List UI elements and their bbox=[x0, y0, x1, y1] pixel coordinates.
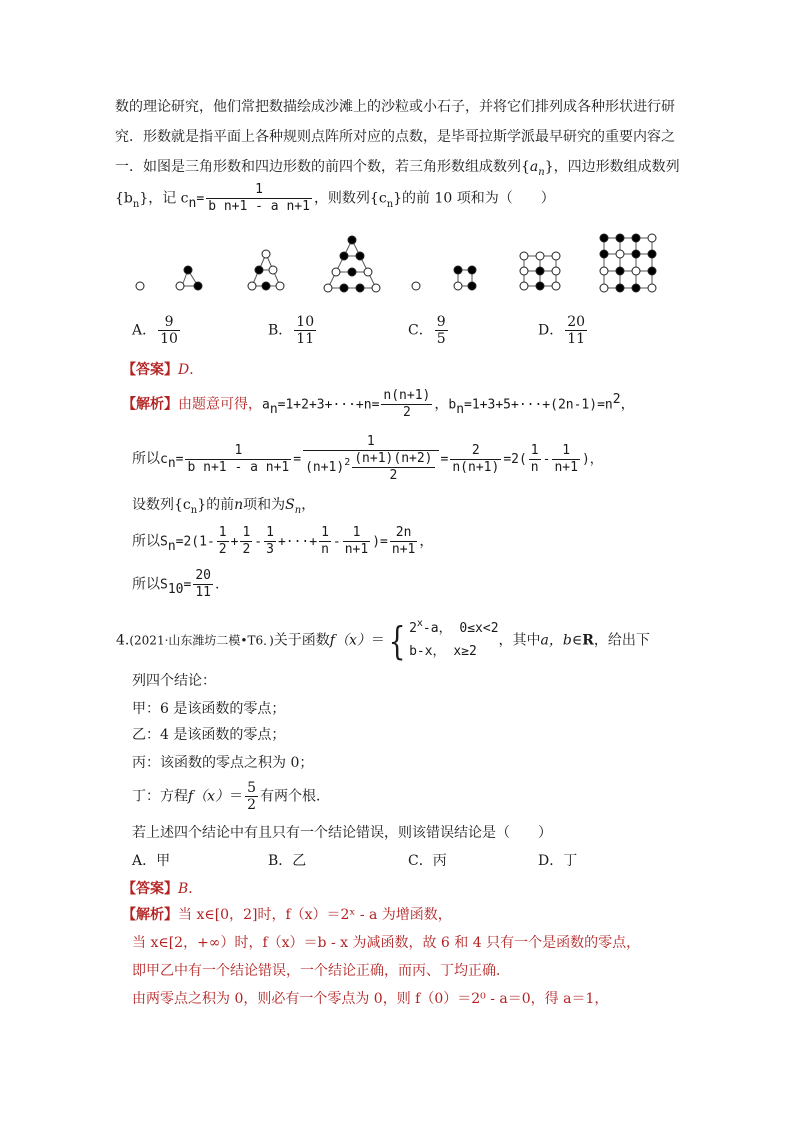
sq2-dot bbox=[468, 266, 476, 274]
tri4-dot bbox=[340, 252, 348, 260]
figurate-numbers-figure bbox=[130, 232, 670, 300]
n-var: n bbox=[234, 497, 244, 513]
q4-line-1 bbox=[116, 618, 650, 663]
an-symbol: a bbox=[262, 397, 270, 413]
equals: ＝ bbox=[370, 632, 385, 649]
q4-option-a[interactable] bbox=[132, 850, 170, 870]
sum-close: )= bbox=[372, 534, 388, 550]
h-frac bbox=[264, 525, 276, 558]
frac-num: 1 bbox=[266, 525, 274, 540]
option-den: 11 bbox=[296, 331, 315, 347]
cn-subscript: n bbox=[188, 195, 197, 211]
q4-text: ，其中 bbox=[498, 632, 541, 649]
seq-a-subscript: n bbox=[538, 167, 545, 178]
sq4-dot bbox=[632, 284, 640, 292]
text: 有两个根． bbox=[260, 788, 330, 805]
fx: f（x） bbox=[329, 632, 371, 649]
S-symbol: S bbox=[160, 534, 168, 550]
sq4-dot bbox=[648, 234, 656, 242]
frac-num: 2n bbox=[390, 525, 417, 542]
solution-1-line-4 bbox=[132, 525, 433, 558]
sq4-dot bbox=[616, 250, 624, 258]
sq4-dot bbox=[648, 250, 656, 258]
sq4 bbox=[600, 234, 656, 292]
frac-num: 1 bbox=[185, 443, 291, 460]
cn-frac-1 bbox=[185, 443, 291, 476]
sq4-dot bbox=[600, 234, 608, 242]
option-den: 5 bbox=[436, 331, 446, 347]
tri2-dot bbox=[184, 266, 192, 274]
option-a[interactable] bbox=[132, 314, 182, 347]
sq4-dot bbox=[600, 267, 608, 275]
an-fraction bbox=[381, 388, 432, 421]
solution-text: 当 x∈[0，2]时，f（x）＝2ˣ - a 为增函数， bbox=[178, 907, 452, 923]
equals: = bbox=[183, 577, 192, 593]
frac-den: b n+1 - a n+1 bbox=[187, 459, 290, 475]
tri3-dot bbox=[248, 282, 256, 290]
option-label: A． bbox=[132, 853, 157, 869]
frac-num: 1 bbox=[552, 443, 579, 460]
answer-end: ． bbox=[188, 881, 203, 897]
cn-definition-fraction bbox=[206, 182, 312, 215]
frac-den-sup: 2 bbox=[344, 457, 351, 468]
option-label: A． bbox=[132, 322, 157, 339]
text: 丁：方程 bbox=[132, 788, 188, 805]
frac-den: n+1 bbox=[344, 542, 369, 557]
intro-line-4-text-b: ，则数列{c bbox=[313, 190, 387, 207]
piece-1 bbox=[409, 618, 498, 641]
cn-subscript: n bbox=[167, 456, 176, 471]
option-fraction bbox=[158, 314, 180, 347]
tri2-dot bbox=[176, 282, 184, 290]
h-frac bbox=[217, 525, 229, 558]
cn-definition-text: }，记 c bbox=[139, 190, 189, 207]
piecewise-cases bbox=[409, 618, 498, 663]
frac-num: 1 bbox=[303, 434, 438, 451]
bn-formula: =1+3+5+···+(2n-1)=n bbox=[464, 397, 613, 413]
cn-frac-den: b n+1 - a n+1 bbox=[208, 199, 310, 214]
option-text: 丙 bbox=[432, 853, 447, 869]
sq3-dot bbox=[552, 267, 560, 275]
text: }的前 bbox=[197, 497, 235, 513]
text: 设数列{c bbox=[132, 497, 191, 513]
frac-num: 1 bbox=[343, 525, 370, 542]
S-subscript: n bbox=[167, 538, 176, 554]
option-b[interactable] bbox=[268, 314, 318, 347]
q4-question: 若上述四个结论中有且只有一个结论错误，则该错误结论是（ ） bbox=[132, 825, 552, 841]
sq2-dot bbox=[454, 282, 462, 290]
cn-frac-num: 1 bbox=[206, 182, 312, 199]
seq-a-symbol: a bbox=[529, 159, 539, 175]
solution-1-line-3 bbox=[132, 494, 315, 514]
minus: - bbox=[332, 534, 341, 550]
q4-conclusion-3: 丙：该函数的零点之积为 0； bbox=[132, 755, 314, 771]
five-halves bbox=[245, 780, 258, 813]
sq3-dot bbox=[520, 282, 528, 290]
bn-symbol: b bbox=[448, 397, 457, 413]
cn-frac-2 bbox=[303, 434, 438, 484]
S-var: S bbox=[285, 497, 295, 513]
sum-start: =2(1- bbox=[175, 534, 215, 550]
option-label: D． bbox=[538, 322, 564, 339]
S-subscript: n bbox=[294, 505, 302, 516]
solution-2-line-1 bbox=[122, 904, 452, 924]
tri4-dot bbox=[348, 268, 356, 276]
option-num: 9 bbox=[158, 314, 180, 331]
an-formula: =1+2+3+···+n= bbox=[277, 397, 380, 413]
R-symbol: R bbox=[582, 632, 594, 649]
option-fraction bbox=[565, 314, 587, 347]
piece-2: b-x， x≥2 bbox=[409, 644, 477, 659]
answer-end: ． bbox=[189, 362, 204, 378]
tri4-dot bbox=[356, 252, 364, 260]
option-d[interactable] bbox=[538, 314, 589, 347]
sq4-dot bbox=[632, 267, 640, 275]
option-label: B． bbox=[268, 853, 293, 869]
intro-line-3-text-b: }，四边形数组成数列 bbox=[544, 159, 680, 175]
q4-number: 4. bbox=[116, 632, 130, 649]
sq2-dot bbox=[454, 266, 462, 274]
piece-1-rest: -a， 0≤x<2 bbox=[422, 621, 499, 636]
equals: = bbox=[440, 452, 449, 467]
option-label: C． bbox=[408, 853, 433, 869]
an-subscript: n bbox=[269, 401, 278, 417]
answer-1 bbox=[122, 359, 203, 379]
solution-1-line-2 bbox=[132, 434, 603, 484]
frac-den-complex bbox=[303, 451, 438, 484]
h-frac bbox=[390, 525, 417, 558]
sq4-dot bbox=[632, 234, 640, 242]
solution-2-line-2: 当 x∈[2，+∞）时，f（x）＝b - x 为减函数，故 6 和 4 只有一个是函数的零点， bbox=[132, 935, 641, 951]
tri3 bbox=[248, 250, 284, 290]
tri3-dot bbox=[262, 282, 270, 290]
frac-den: 11 bbox=[195, 585, 211, 600]
inner-num: (n+1)(n+2) bbox=[354, 451, 433, 466]
frac-den: n bbox=[530, 459, 539, 475]
intro-line-3 bbox=[115, 156, 680, 176]
sq4-dot bbox=[616, 234, 624, 242]
sq4-dot bbox=[648, 267, 656, 275]
tri3-dot bbox=[269, 266, 277, 274]
S-subscript: 10 bbox=[167, 581, 184, 597]
q4-option-c[interactable] bbox=[408, 850, 447, 870]
q4-text: ，给出下 bbox=[593, 632, 650, 649]
tri2 bbox=[176, 266, 202, 290]
intro-line-4 bbox=[115, 182, 555, 215]
option-text: 乙 bbox=[292, 853, 307, 869]
sq3-dot bbox=[520, 252, 528, 260]
solution-text: 由题意可得， bbox=[178, 396, 262, 413]
frac-num: 5 bbox=[247, 780, 256, 796]
q4-conclusion-2: 乙：4 是该函数的零点； bbox=[132, 727, 286, 743]
tri4-dot bbox=[340, 284, 348, 292]
seq-b-symbol: {b bbox=[115, 190, 133, 207]
sq3-dot bbox=[536, 267, 544, 275]
plus: + bbox=[230, 534, 239, 550]
an-num: n(n+1) bbox=[383, 388, 431, 403]
q4-option-d[interactable] bbox=[538, 850, 577, 870]
solution-1-line-5 bbox=[132, 568, 219, 601]
text: ， bbox=[301, 497, 316, 513]
minus: - bbox=[254, 534, 263, 550]
tri4-dot bbox=[332, 268, 340, 276]
end: ， bbox=[419, 533, 434, 550]
sq4-dot bbox=[600, 284, 608, 292]
sq2 bbox=[454, 266, 476, 290]
option-c[interactable] bbox=[408, 314, 450, 347]
tri4-dot bbox=[356, 284, 364, 292]
sq4-dot bbox=[600, 250, 608, 258]
cn-subscript-2: n bbox=[386, 198, 394, 210]
option-den: 10 bbox=[160, 331, 178, 347]
piece-1-sup: x bbox=[416, 618, 423, 629]
frac-den: 3 bbox=[266, 542, 274, 557]
equals-two: =2( bbox=[503, 452, 527, 467]
frac-num: 2 bbox=[450, 443, 501, 460]
q4-conclusion-1: 甲：6 是该函数的零点； bbox=[132, 701, 286, 717]
answer-tag: 【答案】 bbox=[122, 881, 178, 897]
bn-superscript: 2 bbox=[612, 391, 621, 407]
sq3-dot bbox=[552, 252, 560, 260]
q4-source: (2021·山东潍坊二模•T6．) bbox=[129, 633, 274, 648]
sq3 bbox=[520, 252, 560, 290]
tri1-dot bbox=[136, 282, 144, 290]
option-text: 丁 bbox=[563, 853, 578, 869]
sq4-dot bbox=[616, 284, 624, 292]
sq4-dot bbox=[632, 250, 640, 258]
intro-line-3-text-a: 一．如图是三角形数和四边形数的前四个数，若三角形数组成数列{ bbox=[115, 159, 530, 175]
cn-frac-5 bbox=[552, 443, 579, 476]
h-frac bbox=[343, 525, 370, 558]
therefore-text: 所以 bbox=[132, 576, 160, 593]
tri3-dot bbox=[255, 266, 263, 274]
cn-frac-3 bbox=[450, 443, 501, 476]
option-label: B． bbox=[268, 322, 293, 339]
solution-tag: 【解析】 bbox=[122, 396, 178, 413]
tri4-dot bbox=[364, 268, 372, 276]
text: 项和为 bbox=[243, 497, 286, 513]
intro-line-2: 究．形数就是指平面上各种规则点阵所对应的点数，是毕哥拉斯学派最早研究的重要内容之 bbox=[115, 129, 675, 145]
option-fraction bbox=[435, 314, 448, 347]
tri3-dot bbox=[276, 282, 284, 290]
minus: - bbox=[542, 452, 551, 467]
tri4-dot bbox=[348, 236, 356, 244]
option-num: 9 bbox=[436, 314, 446, 330]
final-frac bbox=[193, 568, 213, 601]
tri4 bbox=[324, 236, 380, 292]
answer-value: B bbox=[178, 881, 189, 897]
tri3-dot bbox=[262, 250, 270, 258]
sq1-dot bbox=[412, 282, 420, 290]
q4-option-b[interactable] bbox=[268, 850, 306, 870]
vars: a，b bbox=[540, 632, 572, 649]
sq3-dot bbox=[536, 252, 544, 260]
frac-den: 2 bbox=[247, 797, 256, 813]
answer-2 bbox=[122, 878, 202, 898]
frac-den: n bbox=[321, 542, 329, 557]
inner-den: 2 bbox=[389, 468, 398, 483]
cn-equals: = bbox=[196, 191, 205, 207]
frac-den-a: (n+1) bbox=[305, 460, 345, 475]
solution-2-line-4: 由两零点之积为 0，则必有一个零点为 0，则 f（0）＝2⁰ - a＝0，得 a＝1， bbox=[132, 991, 609, 1007]
sq4-dot bbox=[616, 267, 624, 275]
therefore-text: 所以 bbox=[132, 451, 160, 467]
q4-text: 关于函数 bbox=[273, 632, 330, 649]
q4-line-2: 列四个结论： bbox=[132, 673, 216, 689]
therefore-text: 所以 bbox=[132, 533, 160, 550]
equals: = bbox=[175, 452, 184, 467]
q4-conclusion-4 bbox=[132, 780, 330, 813]
frac-num: 1 bbox=[321, 525, 329, 540]
frac-num: 1 bbox=[530, 442, 539, 458]
piece-1-base: 2 bbox=[409, 621, 417, 636]
bn-subscript: n bbox=[456, 401, 465, 417]
cn-frac-4 bbox=[529, 443, 541, 476]
frac-den: 2 bbox=[242, 542, 251, 557]
close-paren: )， bbox=[581, 452, 603, 467]
frac-num: 1 bbox=[218, 525, 227, 540]
frac-num: 20 bbox=[195, 568, 211, 583]
tri4-dot bbox=[372, 284, 380, 292]
inner-frac bbox=[352, 451, 434, 484]
piecewise-brace: { bbox=[388, 618, 406, 663]
in-symbol: ∈ bbox=[571, 632, 583, 649]
sq3-dot bbox=[552, 282, 560, 290]
frac-den: 2 bbox=[218, 542, 227, 557]
h-frac bbox=[240, 525, 252, 558]
sq2-dot bbox=[468, 282, 476, 290]
intro-line-1: 数的理论研究，他们常把数描绘成沙滩上的沙粒或小石子，并将它们排列成各种形状进行研 bbox=[115, 99, 675, 115]
end: . bbox=[214, 576, 220, 593]
solution-1-line-1 bbox=[122, 388, 635, 421]
fx: f（x） bbox=[188, 788, 230, 805]
answer-value: D bbox=[178, 362, 190, 378]
solution-tag: 【解析】 bbox=[122, 907, 178, 923]
option-num: 20 bbox=[567, 314, 586, 330]
S-symbol: S bbox=[160, 577, 168, 593]
question-text: }的前 10 项和为（ ） bbox=[393, 190, 555, 207]
option-num: 10 bbox=[296, 314, 315, 330]
option-label: C． bbox=[408, 322, 433, 339]
sq3-dot bbox=[520, 267, 528, 275]
tri2-dot bbox=[194, 282, 202, 290]
frac-den: n+1 bbox=[554, 459, 578, 475]
equals: ＝ bbox=[229, 788, 244, 805]
equals: = bbox=[293, 452, 302, 467]
sq4-dot bbox=[648, 284, 656, 292]
seq-b-subscript: n bbox=[132, 198, 140, 210]
option-label: D． bbox=[538, 853, 564, 869]
sq3-dot bbox=[536, 282, 544, 290]
frac-num: 1 bbox=[242, 525, 251, 540]
dots: +···+ bbox=[277, 534, 318, 550]
cn-symbol: c bbox=[160, 452, 168, 467]
bn-end: ， bbox=[620, 396, 635, 413]
option-den: 11 bbox=[567, 331, 586, 347]
subscript: n bbox=[190, 505, 198, 516]
solution-2-line-3: 即甲乙中有一个结论错误，一个结论正确，而丙、丁均正确． bbox=[132, 963, 510, 979]
h-frac bbox=[319, 525, 331, 558]
frac-den: n+1 bbox=[391, 542, 416, 557]
tri4-dot bbox=[324, 284, 332, 292]
an-den: 2 bbox=[402, 405, 411, 420]
frac-den: n(n+1) bbox=[452, 459, 500, 475]
answer-tag: 【答案】 bbox=[122, 362, 178, 378]
option-fraction bbox=[294, 314, 316, 347]
separator: ， bbox=[434, 396, 449, 413]
option-text: 甲 bbox=[156, 853, 171, 869]
